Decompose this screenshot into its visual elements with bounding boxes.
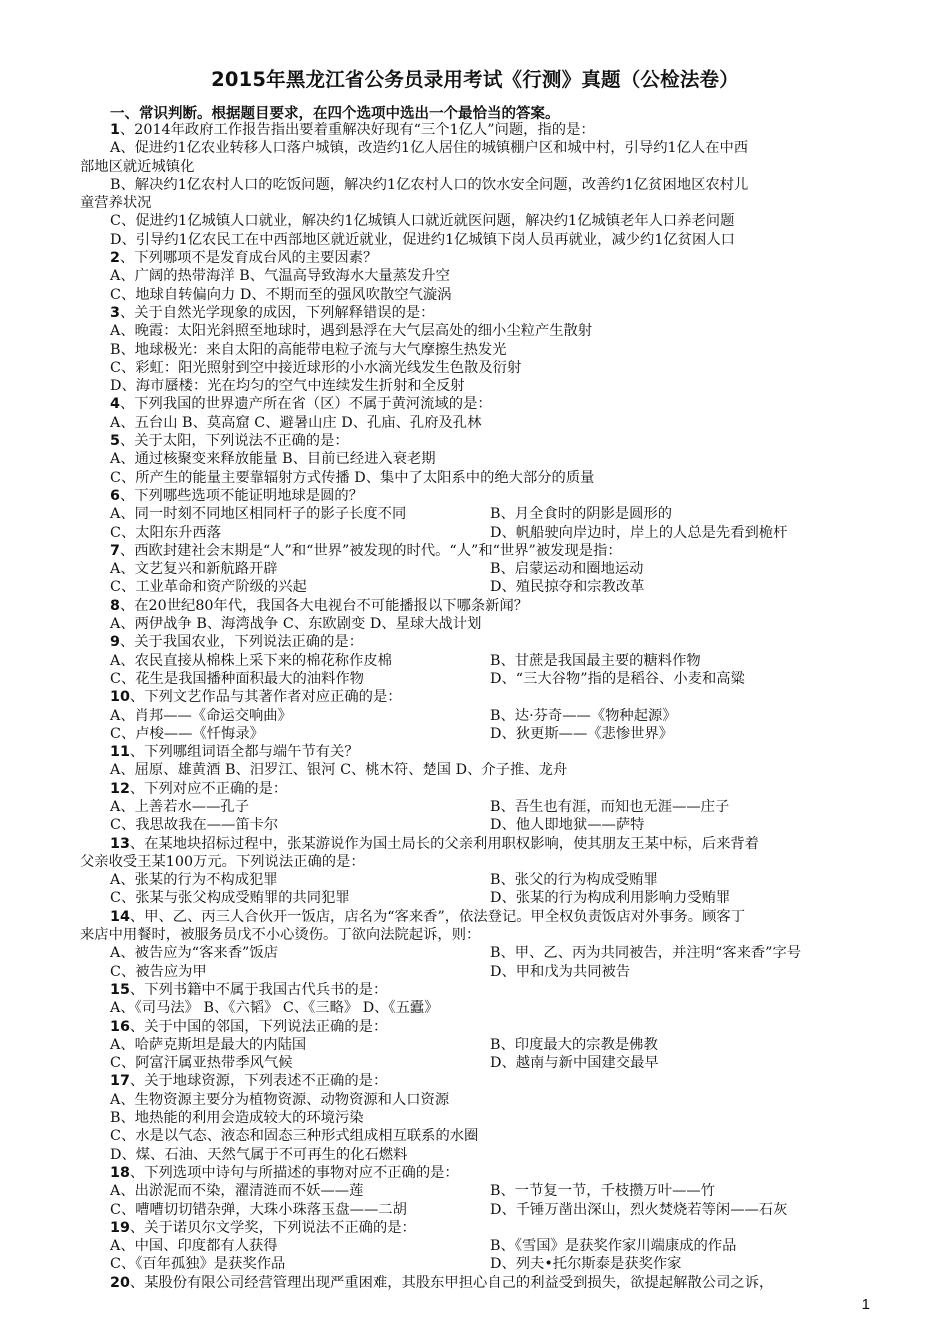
- option-left: C、嘈嘈切切错杂弹，大珠小珠落玉盘——二胡: [110, 1201, 407, 1218]
- option-right: B、达·芬奇——《物种起源》: [490, 707, 677, 724]
- option-row: A、通过核聚变来释放能量 B、目前已经进入衰老期: [110, 451, 436, 468]
- question-number: 9: [110, 634, 120, 651]
- option-left: A、出淤泥而不染，濯清涟而不妖——莲: [110, 1183, 364, 1200]
- question-stem: [80, 835, 880, 853]
- option-row: A、促进约1亿农业转移人口落户城镇，改造约1亿人居住的城镇棚户区和城中村，引导约1亿人在中西: [110, 140, 749, 157]
- question-number: 8: [110, 597, 120, 614]
- question-text: 、关于诺贝尔文学奖，下列说法不正确的是：: [129, 1219, 416, 1236]
- option-row: B、解决约1亿农村人口的吃饭问题，解决约1亿农村人口的饮水安全问题，改善约1亿贫困地区农村儿: [110, 176, 749, 193]
- question-text: 、关于太阳，下列说法不正确的是：: [119, 433, 349, 450]
- option-row: [80, 578, 880, 596]
- question-text: 、下列哪组词语全都与端午节有关？: [129, 744, 359, 761]
- question-stem: [80, 1274, 880, 1292]
- question-text: 、在某地块招标过程中，张某游说作为国土局长的父亲利用职权影响，使其朋友王某中标，后来背着: [129, 835, 759, 852]
- option-left: A、同一时刻不同地区相同杆子的影子长度不同: [110, 506, 407, 523]
- option-left: A、被告应为“客来香”饭店: [110, 945, 278, 962]
- question-stem: [80, 780, 880, 798]
- question-number: 19: [110, 1219, 130, 1236]
- question-number: 10: [110, 689, 130, 706]
- option-right: D、列夫•托尔斯泰是获奖作家: [490, 1256, 682, 1273]
- option-right: B、甲、乙、丙为共同被告，并注明“客来香”字号: [490, 945, 802, 962]
- option-right: B、启蒙运动和圈地运动: [490, 561, 644, 578]
- option-right: D、狄更斯——《悲惨世界》: [490, 725, 674, 742]
- option-row: C、彩虹：阳光照射到空中接近球形的小水滴光线发生色散及衍射: [110, 359, 522, 376]
- option-left: A、农民直接从棉株上采下来的棉花称作皮棉: [110, 652, 392, 669]
- question-number: 20: [110, 1274, 130, 1291]
- question-number: 6: [110, 487, 120, 504]
- option-row: D、海市蜃楼：光在均匀的空气中连续发生折射和全反射: [110, 378, 465, 395]
- option-row: [80, 505, 880, 523]
- option-right: D、“三大谷物”指的是稻谷、小麦和高粱: [490, 670, 745, 687]
- option-left: A、文艺复兴和新航路开辟: [110, 561, 278, 578]
- question-text: 、下列选项中诗句与所描述的事物对应不正确的是：: [129, 1164, 459, 1181]
- continuation-line: 父亲收受王某100万元。下列说法正确的是：: [80, 853, 365, 870]
- question-text: 、关于地球资源，下列表述不正确的是：: [129, 1073, 388, 1090]
- question-stem: [80, 249, 880, 267]
- option-right: B、张父的行为构成受贿罪: [490, 872, 658, 889]
- question-stem: [80, 1219, 880, 1237]
- question-number: 17: [110, 1073, 130, 1090]
- option-row: [80, 1237, 880, 1255]
- option-row: [80, 670, 880, 688]
- option-right: D、越南与新中国建交最早: [490, 1055, 659, 1072]
- option-right: B、甘蔗是我国最主要的糖料作物: [490, 652, 701, 669]
- option-left: C、张某与张父构成受贿罪的共同犯罪: [110, 890, 350, 907]
- question-text: 、下列书籍中不属于我国古代兵书的是：: [129, 981, 388, 998]
- option-row: [80, 1182, 880, 1200]
- option-left: A、张某的行为不构成犯罪: [110, 872, 278, 889]
- option-right: D、帆船驶向岸边时，岸上的人总是先看到桅杆: [490, 524, 788, 541]
- question-list: [80, 121, 880, 1292]
- option-row: [80, 963, 880, 981]
- option-left: C、太阳东升西落: [110, 524, 222, 541]
- option-right: D、张某的行为构成利用影响力受贿罪: [490, 890, 731, 907]
- question-number: 12: [110, 780, 130, 797]
- option-row: A、屈原、雄黄酒 B、汨罗江、银河 C、桃木符、楚国 D、介子推、龙舟: [110, 762, 568, 779]
- question-number: 16: [110, 1018, 130, 1035]
- option-row: A、两伊战争 B、海湾战争 C、东欧剧变 D、星球大战计划: [110, 616, 482, 633]
- question-text: 、甲、乙、丙三人合伙开一饭店，店名为“客来香”，依法登记。甲全权负责饭店对外事务。顾客丁: [129, 908, 745, 925]
- question-stem: [80, 597, 880, 615]
- option-row: A、生物资源主要分为植物资源、动物资源和人口资源: [110, 1091, 450, 1108]
- option-right: B、月全食时的阴影是圆形的: [490, 506, 673, 523]
- question-text: 、关于我国农业，下列说法正确的是：: [119, 634, 363, 651]
- option-row: [80, 871, 880, 889]
- question-stem: [80, 1164, 880, 1182]
- question-number: 13: [110, 835, 130, 852]
- option-row: A、广阔的热带海洋 B、气温高导致海水大量蒸发升空: [110, 268, 450, 285]
- option-row: [80, 1036, 880, 1054]
- option-row: A、《司马法》 B、《六韬》 C、《三略》 D、《五蠹》: [110, 1000, 439, 1017]
- option-right: D、殖民掠夺和宗教改革: [490, 579, 645, 596]
- option-row: D、引导约1亿农民工在中西部地区就近就业，促进约1亿城镇下岗人员再就业，减少约1亿贫困人口: [110, 231, 735, 248]
- question-number: 18: [110, 1164, 130, 1181]
- option-row: A、晚霞：太阳光斜照至地球时，遇到悬浮在大气层高处的细小尘粒产生散射: [110, 323, 593, 340]
- question-number: 4: [110, 396, 120, 413]
- question-number: 2: [110, 250, 120, 267]
- option-row: [80, 816, 880, 834]
- question-text: 、某股份有限公司经营管理出现严重困难，其股东甲担心自己的利益受到损失，欲提起解散公司之诉，: [129, 1274, 774, 1291]
- option-row: [80, 652, 880, 670]
- option-row: [80, 944, 880, 962]
- question-text: 、下列我国的世界遗产所在省（区）不属于黄河流域的是：: [119, 396, 492, 413]
- question-stem: [80, 432, 880, 450]
- option-left: C、花生是我国播种面积最大的油料作物: [110, 670, 364, 687]
- question-text: 、2014年政府工作报告指出要着重解决好现有“三个1亿人”问题，指的是：: [119, 122, 595, 138]
- option-right: B、印度最大的宗教是佛教: [490, 1036, 658, 1053]
- question-text: 、下列对应不正确的是：: [129, 780, 288, 797]
- question-text: 、下列哪些选项不能证明地球是圆的？: [119, 487, 363, 504]
- option-row: [80, 725, 880, 743]
- question-text: 、关于自然光学现象的成因，下列解释错误的是：: [119, 304, 435, 321]
- option-row: D、煤、石油、天然气属于不可再生的化石燃料: [110, 1146, 408, 1163]
- option-row: [80, 1201, 880, 1219]
- option-right: D、千锤万凿出深山，烈火焚烧若等闲——石灰: [490, 1201, 788, 1218]
- question-stem: [80, 633, 880, 651]
- question-text: 、关于中国的邻国，下列说法正确的是：: [129, 1018, 388, 1035]
- option-row: [80, 560, 880, 578]
- option-row: [80, 798, 880, 816]
- option-left: C、《百年孤独》是获奖作品: [110, 1256, 286, 1273]
- question-text: 、在20世纪80年代，我国各大电视台不可能播报以下哪条新闻？: [119, 597, 529, 614]
- question-stem: [80, 1072, 880, 1090]
- continuation-line: 部地区就近城镇化: [80, 158, 195, 175]
- option-row: [80, 524, 880, 542]
- option-right: B、一节复一节，千枝攒万叶——竹: [490, 1183, 715, 1200]
- option-row: B、地热能的利用会造成较大的环境污染: [110, 1110, 364, 1127]
- question-text: 、下列文艺作品与其著作者对应正确的是：: [129, 689, 402, 706]
- option-row: B、地球极光：来自太阳的高能带电粒子流与大气摩擦生热发光: [110, 341, 507, 358]
- option-row: [80, 1255, 880, 1273]
- option-right: D、他人即地狱——萨特: [490, 817, 645, 834]
- question-number: 15: [110, 981, 130, 998]
- option-left: C、卢梭——《忏悔录》: [110, 725, 264, 742]
- option-left: A、中国、印度都有人获得: [110, 1238, 278, 1255]
- option-row: C、地球自转偏向力 D、不期而至的强风吹散空气漩涡: [110, 286, 452, 303]
- option-right: B、吾生也有涯，而知也无涯——庄子: [490, 798, 730, 815]
- question-number: 1: [110, 122, 120, 138]
- question-number: 11: [110, 744, 130, 761]
- question-number: 14: [110, 908, 130, 925]
- question-stem: [80, 688, 880, 706]
- question-stem: [80, 743, 880, 761]
- option-row: C、水是以气态、液态和固态三种形式组成相互联系的水圈: [110, 1128, 479, 1145]
- option-row: [80, 1054, 880, 1072]
- continuation-line: 童营养状况: [80, 195, 152, 212]
- question-stem: [80, 304, 880, 322]
- question-stem: [80, 395, 880, 413]
- option-left: A、上善若水——孔子: [110, 798, 249, 815]
- question-number: 7: [110, 542, 120, 559]
- option-left: A、肖邦——《命运交响曲》: [110, 707, 292, 724]
- option-left: C、阿富汗属亚热带季风气候: [110, 1055, 293, 1072]
- question-stem: [80, 487, 880, 505]
- option-row: [80, 707, 880, 725]
- question-text: 、下列哪项不是发育成台风的主要因素？: [119, 250, 378, 267]
- question-stem: [80, 908, 880, 926]
- question-number: 3: [110, 304, 120, 321]
- question-stem: [80, 121, 880, 139]
- option-row: [80, 889, 880, 907]
- option-left: C、工业革命和资产阶级的兴起: [110, 579, 307, 596]
- section-heading: 一、常识判断。根据题目要求，在四个选项中选出一个最恰当的答案。: [110, 106, 560, 122]
- question-number: 5: [110, 433, 120, 450]
- page-number: 1: [861, 1296, 870, 1313]
- option-left: C、我思故我在——笛卡尔: [110, 817, 279, 834]
- question-text: 、西欧封建社会末期是“人”和“世界”被发现的时代。“人”和“世界”被发现是指：: [119, 542, 622, 559]
- option-right: D、甲和戊为共同被告: [490, 963, 631, 980]
- question-stem: [80, 981, 880, 999]
- continuation-line: 来店中用餐时，被服务员戊不小心烫伤。丁欲向法院起诉，则：: [80, 927, 481, 944]
- question-stem: [80, 1018, 880, 1036]
- option-left: A、哈萨克斯坦是最大的内陆国: [110, 1036, 307, 1053]
- option-right: B、《雪国》是获奖作家川端康成的作品: [490, 1238, 737, 1255]
- option-left: C、被告应为甲: [110, 963, 207, 980]
- page-title: 2015年黑龙江省公务员录用考试《行测》真题（公检法卷）: [211, 68, 739, 91]
- option-row: C、所产生的能量主要靠辐射方式传播 D、集中了太阳系中的绝大部分的质量: [110, 469, 595, 486]
- option-row: C、促进约1亿城镇人口就业，解决约1亿城镇人口就近就医问题，解决约1亿城镇老年人口养老问题: [110, 213, 735, 230]
- option-row: A、五台山 B、莫高窟 C、避暑山庄 D、孔庙、孔府及孔林: [110, 414, 482, 431]
- question-stem: [80, 542, 880, 560]
